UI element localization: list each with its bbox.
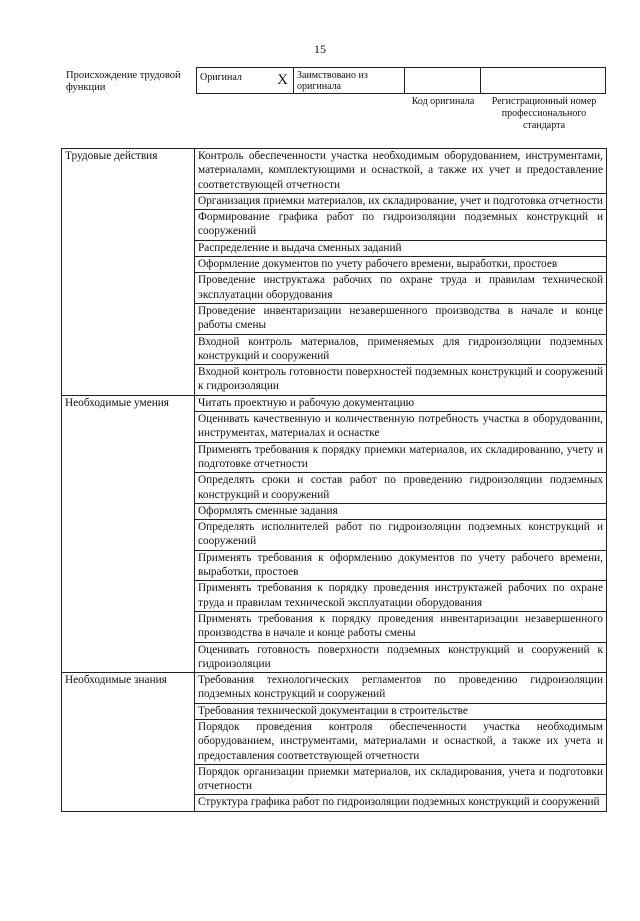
section-item: Контроль обеспеченности участка необходимым оборудованием, инструментами, материалами, комплектующими и оснасткой, а также их учет и предоставление соответствующей отчетности bbox=[195, 149, 607, 194]
section-item: Определять исполнителей работ по гидроизоляции подземных конструкций и сооружений bbox=[195, 520, 607, 551]
code-caption: Код оригинала bbox=[411, 96, 475, 107]
functions-table bbox=[61, 148, 607, 812]
reg-number-caption: Регистрационный номер профессионального стандарта bbox=[491, 96, 597, 131]
section-title: Трудовые действия bbox=[62, 149, 195, 396]
section-item: Оформление документов по учету рабочего времени, выработки, простоев bbox=[195, 257, 607, 273]
section-item: Определять сроки и состав работ по проведению гидроизоляции подземных конструкций и сооружений bbox=[195, 473, 607, 504]
origin-borrowed-label: Заимствовано из оригинала bbox=[297, 69, 368, 92]
origin-original-label: Оригинал bbox=[200, 72, 242, 83]
table-row bbox=[62, 673, 607, 704]
section-item: Порядок организации приемки материалов, их складирования, учета и подготовки отчетности bbox=[195, 764, 607, 795]
origin-label: Происхождение трудовой функции bbox=[66, 70, 181, 93]
section-item: Применять требования к порядку проведения инструктажей рабочих по охране труда и правилам технической эксплуатации оборудования bbox=[195, 581, 607, 612]
table-row bbox=[62, 395, 607, 411]
section-item: Входной контроль готовности поверхностей подземных конструкций и сооружений к гидроизоляции bbox=[195, 365, 607, 396]
section-item: Применять требования к порядку приемки материалов, их складированию, учету и подготовке отчетности bbox=[195, 442, 607, 473]
origin-borrowed-cell bbox=[294, 68, 405, 94]
page-number: 15 bbox=[314, 42, 326, 56]
origin-reg-cell bbox=[481, 68, 606, 94]
section-item: Структура графика работ по гидроизоляции подземных конструкций и сооружений bbox=[195, 795, 607, 811]
section-item: Порядок проведения контроля обеспеченности участка необходимым оборудованием, инструментами, материалами и оснасткой, а также их учета и предоставления соответствующей отчетности bbox=[195, 719, 607, 764]
section-item: Требования технической документации в строительстве bbox=[195, 703, 607, 719]
origin-original-mark: X bbox=[277, 72, 288, 88]
section-item: Оценивать готовность поверхности подземных конструкций и сооружений к гидроизоляции bbox=[195, 642, 607, 673]
origin-code-cell bbox=[405, 68, 481, 94]
section-item: Применять требования к порядку проведения инвентаризации незавершенного производства в начале и конце работы смены bbox=[195, 611, 607, 642]
origin-table bbox=[196, 67, 606, 94]
section-item: Распределение и выдача сменных заданий bbox=[195, 240, 607, 256]
section-item: Применять требования к оформлению документов по учету рабочего времени, выработки, простоев bbox=[195, 550, 607, 581]
origin-original-cell bbox=[197, 68, 294, 94]
section-title: Необходимые знания bbox=[62, 673, 195, 812]
section-item: Входной контроль материалов, применяемых для гидроизоляции подземных конструкций и сооружений bbox=[195, 334, 607, 365]
functions-table-body bbox=[62, 149, 607, 812]
section-item: Требования технологических регламентов по проведению гидроизоляции подземных конструкций и сооружений bbox=[195, 673, 607, 704]
section-item: Проведение инвентаризации незавершенного производства в начале и конце работы смены bbox=[195, 303, 607, 334]
section-item: Читать проектную и рабочую документацию bbox=[195, 395, 607, 411]
section-item: Формирование графика работ по гидроизоляции подземных конструкций и сооружений bbox=[195, 210, 607, 241]
section-title: Необходимые умения bbox=[62, 395, 195, 672]
section-item: Оформлять сменные задания bbox=[195, 503, 607, 519]
section-item: Проведение инструктажа рабочих по охране труда и правилам технической эксплуатации оборудования bbox=[195, 273, 607, 304]
section-item: Оценивать качественную и количественную потребность участка в оборудовании, инструментах, материалах и оснастке bbox=[195, 412, 607, 443]
section-item: Организация приемки материалов, их складирование, учет и подготовка отчетности bbox=[195, 193, 607, 209]
table-row bbox=[62, 149, 607, 194]
